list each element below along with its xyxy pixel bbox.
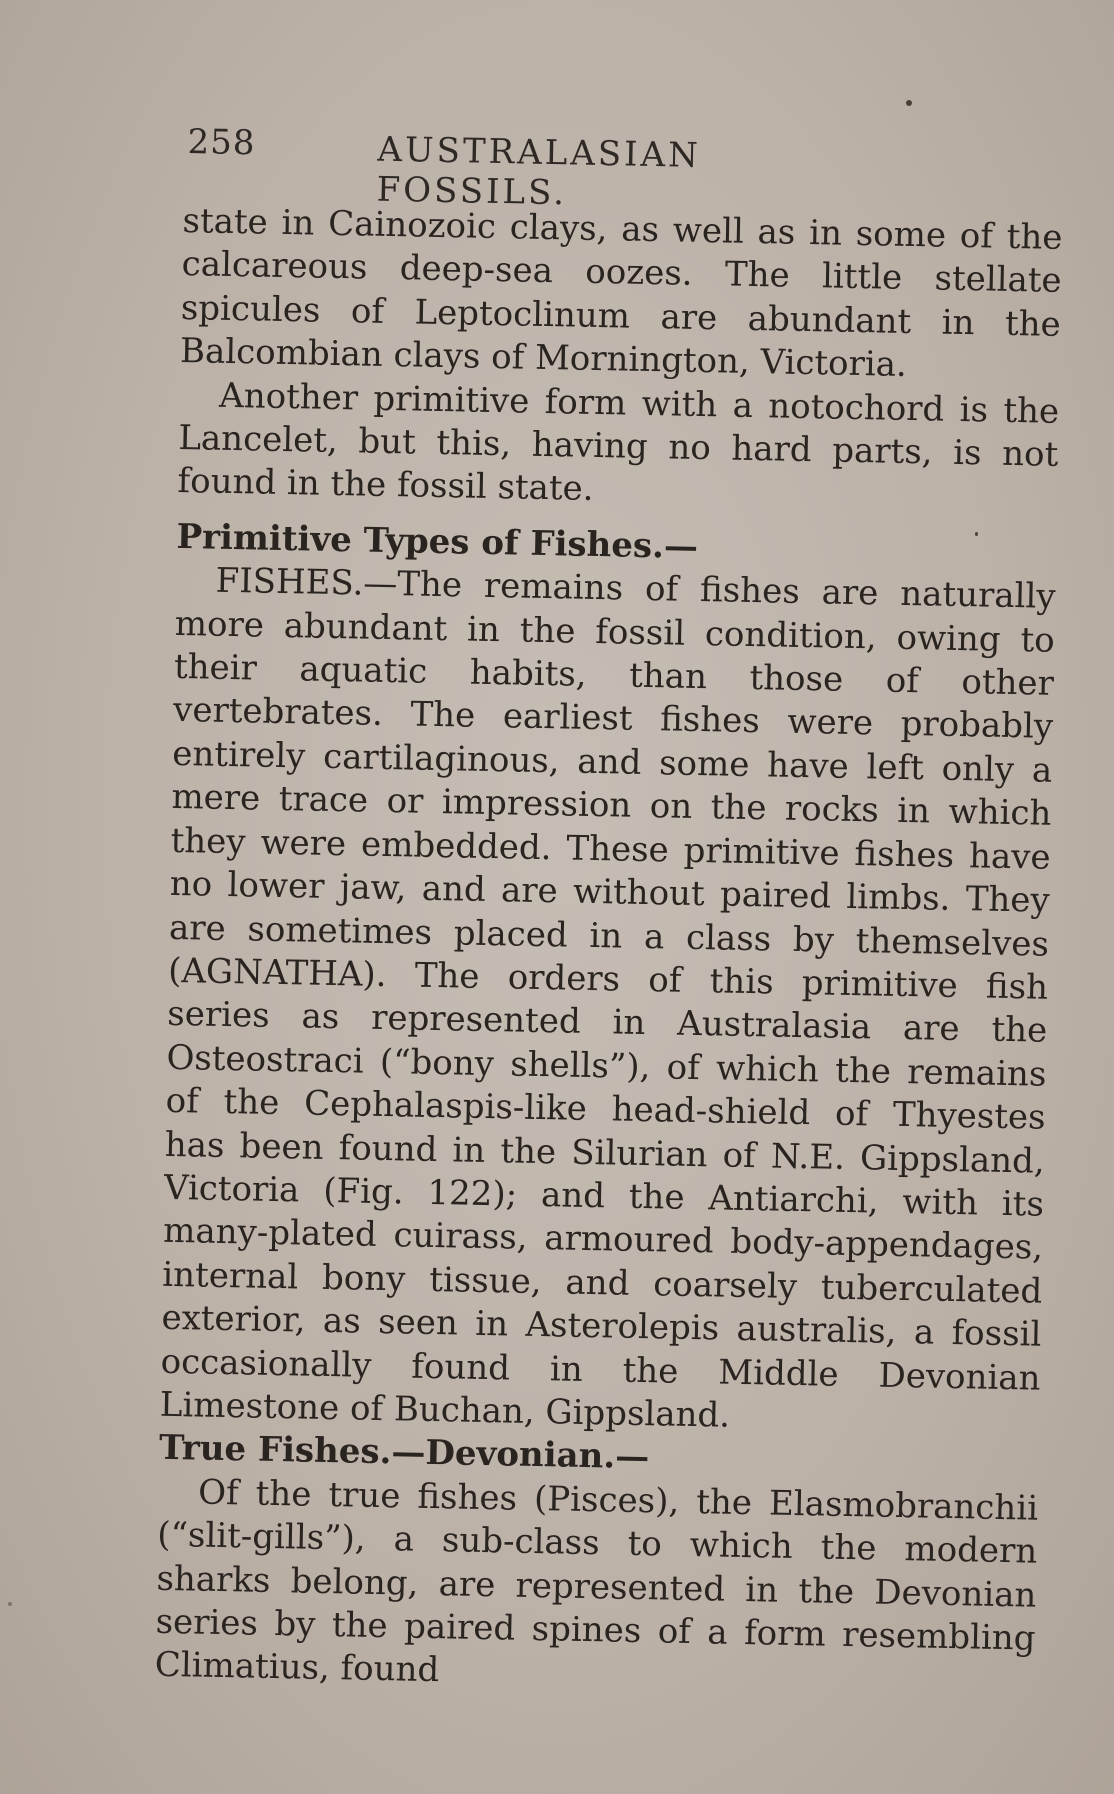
section-heading-primitive-fishes: Primitive Types of Fishes.—	[176, 516, 699, 567]
paragraph-lancelet: Another primitive form with a notochord is the Lancelet, but this, having no hard parts, is not found in the fossil state.	[177, 375, 1060, 510]
paragraph-fishes: FISHES.—The remains of fishes are naturally more abundant in the fossil condition, owing to their aquatic habits, than those of other vertebrates. The earliest fishes were probably entirely cartilaginous, and some have left only a mere trace or impression on the rocks in which they were embedded. These primitive fishes have no lower jaw, and are without paired limbs. They are sometimes placed in a class by themselves (AGNATHA). The orders of this primitive fish series as represented in Australasia are the Osteostraci (“bony shells”), of which the remains of the Cephalaspis-like head-shield of Thyestes has been found in the Silurian of N.E. Gippsland, Victoria (Fig. 122); and the Antiarchi, with its many-plated cuirass, armoured body-appendages, internal bony tissue, and coarsely tuberculated exterior, as seen in Asterolepis australis, a fossil occasionally found in the Middle Devonian Limestone of Buchan, Gippsland.	[159, 560, 1056, 1436]
paragraph-spicules: state in Cainozoic clays, as well as in some of the calcareous deep-sea oozes. The little stellate spicules of Leptoclinum are abundant in the Balcombian clays of Mornington, Victoria.	[179, 200, 1063, 386]
paper-speck	[975, 532, 978, 536]
running-title: AUSTRALASIAN FOSSILS.	[376, 129, 702, 214]
section-heading-true-fishes: True Fishes.—Devonian.—	[158, 1428, 650, 1478]
page-number: 258	[187, 121, 256, 164]
body-text	[154, 200, 1062, 1704]
paper-speck	[8, 1602, 12, 1606]
page-header	[187, 118, 888, 214]
paragraph-true-fishes: Of the true fishes (Pisces), the Elasmobranchii (“slit-gills”), a sub-class to which the modern sharks belong, are represented in the Devonian series by the paired spines of a form resembling Climatius, found	[154, 1472, 1039, 1691]
paper-speck	[906, 100, 912, 106]
